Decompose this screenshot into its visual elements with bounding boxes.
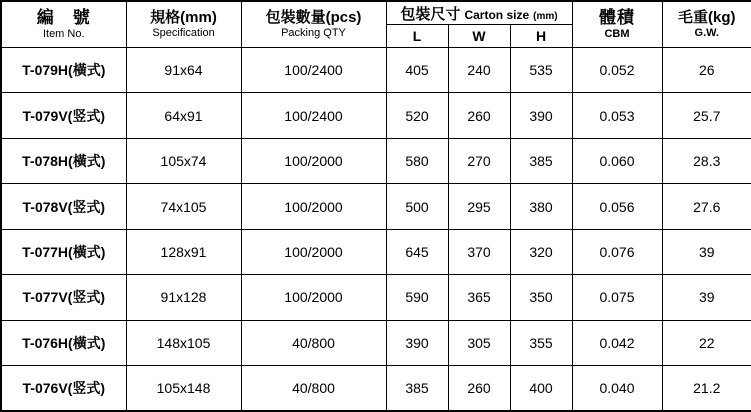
cell-carton-height: 535	[510, 48, 572, 93]
cell-carton-width: 260	[448, 93, 510, 138]
cell-item-no: T-078H(橫式)	[1, 138, 126, 183]
header-packing-qty-cn: 包裝數量(pcs)	[265, 8, 362, 26]
cell-specification: 91x128	[126, 275, 241, 320]
cell-packing-qty: 100/2000	[241, 138, 386, 183]
header-carton-size-cn: 包裝尺寸	[400, 5, 461, 23]
cell-carton-length: 385	[386, 366, 448, 411]
header-specification-en: Specification	[152, 26, 215, 39]
cell-specification: 148x105	[126, 320, 241, 365]
header-item-no	[1, 1, 126, 48]
cell-carton-width: 370	[448, 229, 510, 274]
table-row	[1, 138, 751, 183]
cell-carton-height: 385	[510, 138, 572, 183]
cell-carton-width: 240	[448, 48, 510, 93]
table-row	[1, 275, 751, 320]
cell-carton-width: 260	[448, 366, 510, 411]
cell-item-no: T-076V(竖式)	[1, 366, 126, 411]
header-cbm-en: CBM	[604, 28, 630, 41]
cell-carton-length: 645	[386, 229, 448, 274]
cell-gross-weight: 26	[662, 48, 751, 93]
cell-specification: 74x105	[126, 184, 241, 229]
cell-carton-height: 400	[510, 366, 572, 411]
table-row	[1, 48, 751, 93]
cell-gross-weight: 39	[662, 229, 751, 274]
cell-carton-height: 350	[510, 275, 572, 320]
cell-packing-qty: 100/2000	[241, 184, 386, 229]
cell-specification: 105x74	[126, 138, 241, 183]
cell-carton-width: 305	[448, 320, 510, 365]
cell-carton-height: 355	[510, 320, 572, 365]
table-row	[1, 366, 751, 411]
cell-cbm: 0.056	[572, 184, 662, 229]
header-gross-weight-cn: 毛重(kg)	[678, 8, 736, 26]
cell-carton-length: 520	[386, 93, 448, 138]
cell-gross-weight: 39	[662, 275, 751, 320]
cell-carton-width: 270	[448, 138, 510, 183]
header-specification-cn: 規格(mm)	[150, 8, 217, 26]
table-body	[1, 48, 751, 412]
cell-gross-weight: 21.2	[662, 366, 751, 411]
cell-carton-length: 405	[386, 48, 448, 93]
cell-item-no: T-078V(竖式)	[1, 184, 126, 229]
header-specification	[126, 1, 241, 48]
header-carton-size	[386, 1, 572, 25]
cell-gross-weight: 22	[662, 320, 751, 365]
table-header-row	[1, 1, 751, 25]
cell-packing-qty: 40/800	[241, 366, 386, 411]
cell-carton-length: 590	[386, 275, 448, 320]
header-item-no-cn: 編 號	[36, 7, 91, 27]
cell-cbm: 0.060	[572, 138, 662, 183]
cell-carton-length: 500	[386, 184, 448, 229]
cell-specification: 128x91	[126, 229, 241, 274]
cell-item-no: T-076H(橫式)	[1, 320, 126, 365]
table-row	[1, 320, 751, 365]
cell-carton-height: 320	[510, 229, 572, 274]
header-gross-weight-en: G.W.	[694, 26, 719, 39]
header-cbm-cn: 體積	[599, 7, 635, 27]
cell-carton-length: 390	[386, 320, 448, 365]
cell-cbm: 0.076	[572, 229, 662, 274]
cell-packing-qty: 100/2000	[241, 229, 386, 274]
header-gross-weight	[662, 1, 751, 48]
header-height: H	[510, 25, 572, 48]
cell-specification: 91x64	[126, 48, 241, 93]
cell-specification: 64x91	[126, 93, 241, 138]
header-carton-size-en: Carton size	[464, 7, 530, 22]
cell-cbm: 0.053	[572, 93, 662, 138]
cell-carton-width: 295	[448, 184, 510, 229]
cell-packing-qty: 100/2000	[241, 275, 386, 320]
header-packing-qty	[241, 1, 386, 48]
cell-specification: 105x148	[126, 366, 241, 411]
cell-carton-height: 380	[510, 184, 572, 229]
header-item-no-en: Item No.	[42, 28, 85, 41]
header-packing-qty-en: Packing QTY	[281, 26, 346, 39]
cell-item-no: T-079V(竖式)	[1, 93, 126, 138]
cell-cbm: 0.075	[572, 275, 662, 320]
cell-cbm: 0.042	[572, 320, 662, 365]
table-row	[1, 184, 751, 229]
cell-item-no: T-077V(竖式)	[1, 275, 126, 320]
header-carton-size-unit: (mm)	[533, 10, 558, 22]
cell-carton-width: 365	[448, 275, 510, 320]
cell-item-no: T-077H(橫式)	[1, 229, 126, 274]
cell-cbm: 0.040	[572, 366, 662, 411]
table-row	[1, 93, 751, 138]
cell-packing-qty: 100/2400	[241, 93, 386, 138]
cell-carton-height: 390	[510, 93, 572, 138]
cell-gross-weight: 25.7	[662, 93, 751, 138]
cell-gross-weight: 28.3	[662, 138, 751, 183]
cell-cbm: 0.052	[572, 48, 662, 93]
cell-packing-qty: 100/2400	[241, 48, 386, 93]
header-length: L	[386, 25, 448, 48]
table-row	[1, 229, 751, 274]
cell-item-no: T-079H(橫式)	[1, 48, 126, 93]
cell-carton-length: 580	[386, 138, 448, 183]
header-cbm	[572, 1, 662, 48]
header-width: W	[448, 25, 510, 48]
cell-packing-qty: 40/800	[241, 320, 386, 365]
cell-gross-weight: 27.6	[662, 184, 751, 229]
